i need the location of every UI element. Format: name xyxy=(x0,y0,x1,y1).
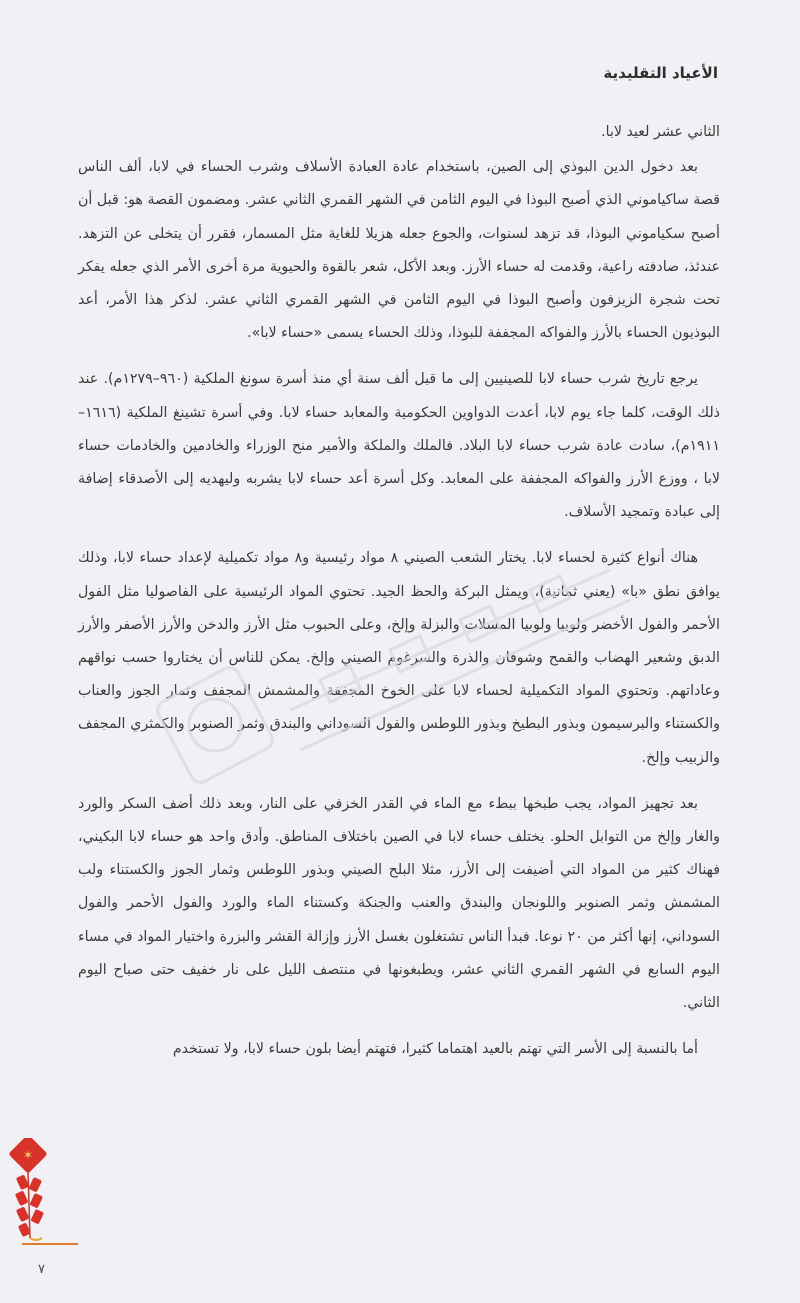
page-number: ٧ xyxy=(38,1262,45,1277)
paragraph-2: بعد دخول الدين البوذي إلى الصين، باستخدام عادة العبادة الأسلاف وشرب الحساء في لابا، ألف الناس قصة ساكياموني الذي أصبح البوذا في اليوم الثامن في الشهر القمري الثاني عشر. ومضمون القصة هو: قبل أن أصبح سكياموني البوذا، قد تزهد لسنوات، والجوع جعله هزيلا للغاية مثل المسمار، فقرر أن يتخلى عن التزهد. عندئذ، صادفته راعية، وقدمت له حساء الأرز. وبعد الأكل، شعر بالقوة والحيوية مرة أخرى الأمر الذي جعله يفكر تحت شجرة الزيزفون وأصبح البوذا في اليوم الثامن في الشهر القمري الثاني عشر. لذكر هذا الأمر، أعد البوذيون الحساء بالأرز والفواكه المجففة للبوذا، وذلك الحساء يسمى «حساء لابا». xyxy=(78,159,720,342)
paragraph-1: الثاني عشر لعيد لابا. xyxy=(601,124,720,140)
paragraph-5: بعد تجهيز المواد، يجب طبخها ببطء مع الماء في القدر الخزفي على النار، وبعد ذلك أضف السكر والورد والغار وإلخ من التوابل الحلو. يختلف حساء لابا في الصين باختلاف المناطق. وأدق واحد هو حساء لابا البكيني، فهناك كثير من المواد التي أضيفت إلى الأرز، مثلا البلح الصيني وبذور اللوطس وثمار الجوز والكستناء ولب المشمش وثمر الصنوبر واللونجان والبندق والعنب والجنكة وكستناء الماء والورد والفول الأحمر والفول السوداني، إنها أكثر من ٢٠ نوعا. فبدأ الناس تشتغلون بغسل الأرز وإزالة القشر والبزرة واختيار المواد في مساء اليوم السابع في الشهر القمري الثاني عشر، ويطبغونها في منتصف الليل على نار خفيف حتى صباح اليوم الثاني. xyxy=(78,795,720,1012)
text-body xyxy=(78,116,720,1079)
paragraph-6: أما بالنسبة إلى الأسر التي تهتم بالعيد اهتماما كثيرا، فتهتم أيضا بلون حساء لابا، ولا تستخدم xyxy=(172,1041,698,1058)
footer-rule xyxy=(22,1243,78,1245)
firecracker-ornament-icon xyxy=(8,1138,68,1248)
running-head: الأعياد التقليدية xyxy=(603,64,718,82)
svg-text:✶: ✶ xyxy=(22,1148,34,1162)
paragraph-3: يرجع تاريخ شرب حساء لابا للصينيين إلى ما قبل ألف سنة أي منذ أسرة سونغ الملكية (٩٦٠–١٢٧٩م). عند ذلك الوقت، كلما جاء يوم لابا، أعدت الدواوين الحكومية والمعابد حساء لابا. وفي أسرة تشينغ الملكية (١٦١٦–١٩١١م)، سادت عادة شرب حساء لابا البلاد. فالملك والملكة والأمير منح الوزراء والخادمين والخادمات حساء لابا ، ووزع الأرز والفواكه المجففة على المعابد. وكل أسرة أعد حساء لابا يشربه وليهديه إلى الأصدقاء إضافة إلى عبادة وتمجيد الأسلاف. xyxy=(78,371,720,521)
paragraph-4: هناك أنواع كثيرة لحساء لابا. يختار الشعب الصيني ٨ مواد رئيسية و٨ مواد تكميلية لإعداد حساء لابا، وذلك يوافق نطق «با» (يعني ثمانية)، ويمثل البركة والحظ الجيد. تحتوي المواد الرئيسية على الفاصوليا مثل الفول الأحمر والفول الأخضر ولوبيا ولوبيا المسلات والبزلة وإلخ، وعلى الحبوب مثل الأرز والدخن والأرز الأصفر والأرز الدبق وشعير الهضاب والقمح وشوفان والذرة والسرغوم الصيني وإلخ. يمكن للناس أن يختاروا حسب نواقهم وعاداتهم. وتحتوي المواد التكميلية لحساء لابا على الخوخ المجففة والمشمش المجفف وثمار الجوز والعناب والكستناء والبرسيمون وبذور البطيخ وبذور اللوطس والفول السوداني والبندق وثمر الصنوبر والكمثري المجفف والزبيب وإلخ. xyxy=(78,550,720,766)
